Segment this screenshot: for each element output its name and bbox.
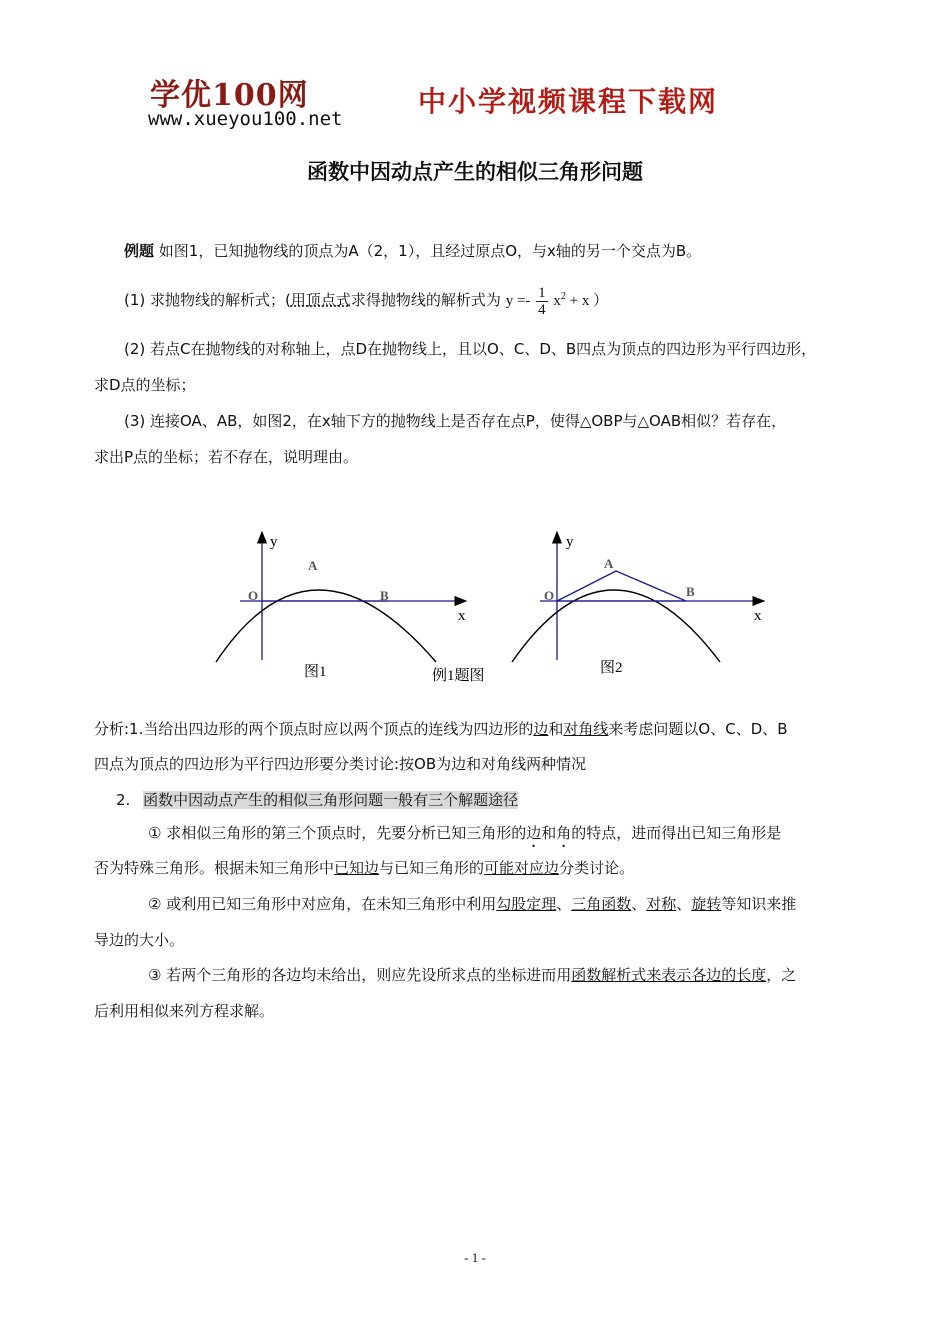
example-figures [200,520,780,700]
question-2-line1: (2) 若点C在抛物线的对称轴上，点D在抛物线上，且以O、C、D、B四点为顶点的四边形为平行四边形， [124,340,817,358]
m3-key: 函数解析式来表示各边的长度 [571,966,767,984]
m1-angle: 角 [556,824,572,842]
fig2-triangle-oab [557,571,686,601]
m1-possible-edge: 可能对应边 [484,859,560,877]
fig2-label-x: x [754,608,762,624]
question-3-line1: (3) 连接OA、AB，如图2，在x轴下方的抛物线上是否存在点P，使得△OBP与△OAB相似？若存在， [124,412,787,430]
figure-1 [216,532,466,680]
q1-suffix: ） [593,290,609,309]
formula-x: x [553,292,561,309]
method-1-line1 [148,822,781,851]
m1-edge: 边 [526,824,542,842]
m1-b: 的特点，进而得出已知三角形是 [571,824,782,842]
figure-main-caption: 例1题图 [432,668,485,684]
page-number: - 1 - [464,1250,486,1265]
m1-and: 和 [541,824,557,842]
analysis-diagonal: 对角线 [563,720,609,738]
fig1-label-y: y [270,534,278,550]
m3-b: ，之 [766,966,797,984]
fig1-label-x: x [458,608,466,624]
example-text: 如图1，已知抛物线的顶点为A（2，1），且经过原点O，与x轴的另一个交点为B。 [158,242,702,260]
figure-2 [512,532,764,676]
method-2-line2: 导边的大小。 [94,931,185,949]
m2-pythagorean: 勾股定理 [496,895,557,913]
method-3-line1 [148,964,796,986]
m2-a: ② 或利用已知三角形中对应角，在未知三角形中利用 [148,895,497,913]
method-2-line1 [148,893,796,915]
fig2-label-y: y [566,534,574,550]
m2-rotation: 旋转 [691,895,722,913]
m2-sep-3: 、 [676,895,692,913]
fig2-caption: 图2 [600,660,623,676]
m1-known-edge: 已知边 [334,859,380,877]
parabola-formula [505,285,593,318]
m1-a: ① 求相似三角形的第三个顶点时，先要分析已知三角形的 [148,824,527,842]
q1-middle: 求得抛物线的解析式为 [350,290,501,309]
frac-num: 1 [538,285,546,301]
example-label: 例题 [124,242,155,260]
formula-rest: + x [569,292,590,309]
formula-fraction [536,285,548,318]
logo-url: www.xueyou100.net [148,108,343,130]
m2-sep-1: 、 [556,895,572,913]
page-title: 函数中因动点产生的相似三角形问题 [307,160,643,184]
analysis-line1-a: 分析:1.当给出四边形的两个顶点时应以两个顶点的连线为四边形的 [94,720,534,738]
analysis-edge: 边 [533,720,549,738]
fig2-label-o: O [544,588,555,603]
m2-trig: 三角函数 [571,895,632,913]
fig2-label-b: B [686,584,695,599]
analysis-line2: 四点为顶点的四边形为平行四边形要分类讨论:按OB为边和对角线两种情况 [94,755,587,773]
fig1-label-o: O [248,588,259,603]
m2-sep-2: 、 [631,895,647,913]
m1-line2-b: 与已知三角形的 [379,859,485,877]
q1-prefix: (1) 求抛物线的解析式；( [124,290,291,309]
formula-y: y =- [505,292,531,309]
method-1-line2 [94,857,634,879]
question-1 [124,285,608,318]
method-3-line2: 后利用相似来列方程求解。 [94,1002,275,1020]
frac-den: 4 [538,302,546,318]
m2-symmetry: 对称 [646,895,677,913]
formula-exp: 2 [560,290,566,302]
fig1-label-a: A [308,558,318,573]
point2-text: 函数中因动点产生的相似三角形问题一般有三个解题途径 [143,791,519,809]
analysis-line1-b: 来考虑问题以O、C、D、B [608,720,788,738]
m3-a: ③ 若两个三角形的各边均未给出，则应先设所求点的坐标进而用 [148,966,572,984]
fig1-label-b: B [380,588,389,603]
question-3-line2: 求出P点的坐标；若不存在，说明理由。 [94,448,359,466]
m1-line2-c: 分类讨论。 [559,859,635,877]
analysis-point2 [116,789,518,811]
fig2-label-a: A [604,556,614,571]
q1-hint: 用顶点式 [290,290,351,309]
question-2-line2: 求D点的坐标； [94,376,196,394]
header-slogan: 中小学视频课程下载网 [418,85,719,118]
m2-b: 等知识来推 [721,895,797,913]
fig1-caption: 图1 [304,664,327,680]
example-statement [124,240,701,262]
analysis-line1 [94,718,788,740]
point2-number: 2. [116,791,131,809]
logo-text: 学优100网 [150,78,309,113]
analysis-and: 和 [548,720,564,738]
m1-line2-a: 否为特殊三角形。根据未知三角形中 [94,859,335,877]
